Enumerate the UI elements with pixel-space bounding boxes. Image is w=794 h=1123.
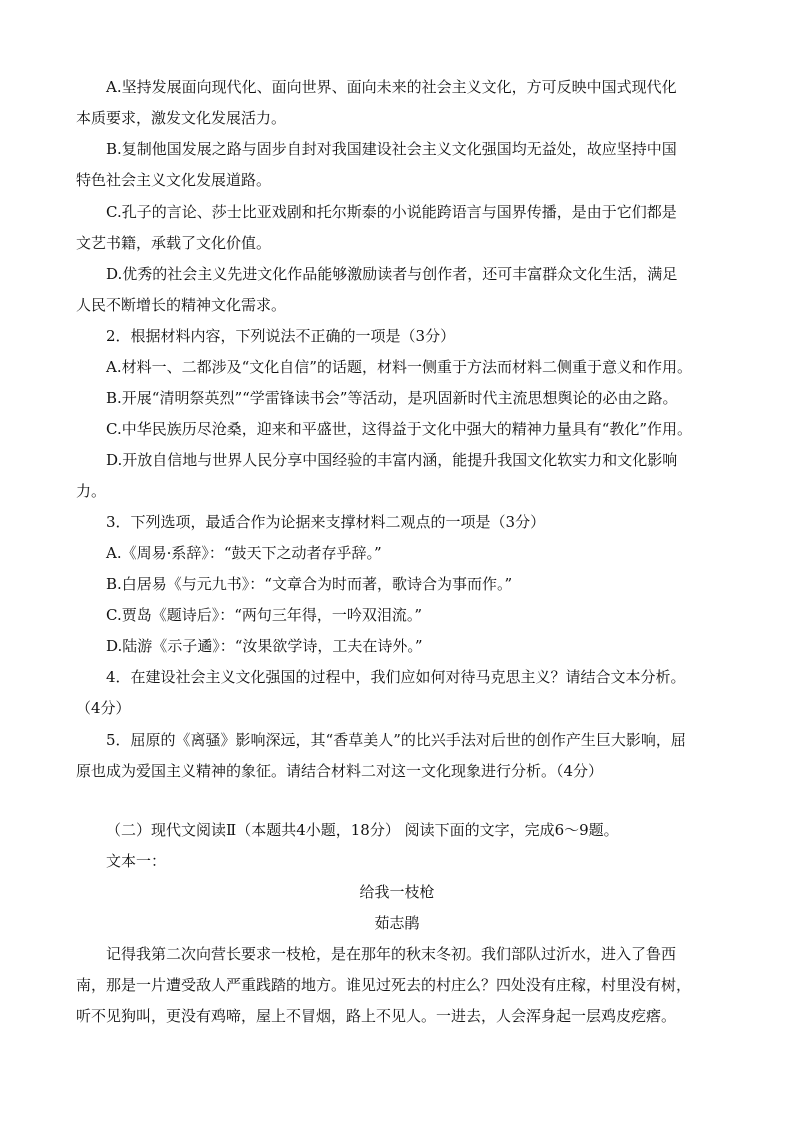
q2-stem: 2．根据材料内容，下列说法不正确的一项是（3分） — [106, 327, 456, 345]
q3-option-b: B.白居易《与元九书》：“文章合为时而著，歌诗合为事而作。” — [106, 575, 513, 593]
q4-line2: （4分） — [76, 699, 131, 717]
story-title: 给我一枝枪 — [359, 883, 435, 901]
q1-option-c-line1: C.孔子的言论、莎士比亚戏剧和托尔斯泰的小说能跨语言与国界传播，是由于它们都是 — [106, 203, 677, 221]
story-paragraph-line1: 记得我第二次向营长要求一枝枪，是在那年的秋末冬初。我们部队过沂水，进入了鲁西 — [106, 945, 677, 963]
section2-heading: （二）现代文阅读Ⅱ（本题共4小题，18分） 阅读下面的文字，完成6～9题。 — [106, 821, 619, 839]
q2-option-c: C.中华民族历尽沧桑，迎来和平盛世，这得益于文化中强大的精神力量具有“教化”作用。 — [106, 420, 693, 438]
story-paragraph-line2: 南，那是一片遭受敌人严重践踏的地方。谁见过死去的村庄么？四处没有庄稼，村里没有树， — [76, 976, 692, 994]
q4-line1: 4．在建设社会主义文化强国的过程中，我们应如何对待马克思主义？请结合文本分析。 — [106, 668, 686, 686]
text-one-label: 文本一： — [106, 852, 167, 870]
q1-option-d-line2: 人民不断增长的精神文化需求。 — [76, 296, 287, 314]
q5-line2: 原也成为爱国主义精神的象征。请结合材料二对这一文化现象进行分析。（4分） — [76, 762, 604, 780]
q1-option-a-line1: A.坚持发展面向现代化、面向世界、面向未来的社会主义文化，方可反映中国式现代化 — [106, 78, 677, 96]
story-author: 茹志鹃 — [374, 914, 420, 932]
q3-option-a: A.《周易·系辞》：“鼓天下之动者存乎辞。” — [106, 544, 382, 562]
q1-option-d-line1: D.优秀的社会主义先进文化作品能够激励读者与创作者，还可丰富群众文化生活，满足 — [106, 265, 678, 283]
q1-option-a-line2: 本质要求，激发文化发展活力。 — [76, 109, 287, 127]
q2-option-d-line1: D.开放自信地与世界人民分享中国经验的丰富内涵，能提升我国文化软实力和文化影响 — [106, 451, 678, 469]
q2-option-d-line2: 力。 — [76, 482, 107, 500]
q5-line1: 5．屈原的《离骚》影响深远，其“香草美人”的比兴手法对后世的创作产生巨大影响，屈 — [106, 731, 686, 749]
q1-option-b-line1: B.复制他国发展之路与固步自封对我国建设社会主义文化强国均无益处，故应坚持中国 — [106, 140, 677, 158]
q1-option-b-line2: 特色社会主义文化发展道路。 — [76, 171, 272, 189]
q3-option-d: D.陆游《示子遹》：“汝果欲学诗，工夫在诗外。” — [106, 637, 423, 655]
q2-option-a: A.材料一、二都涉及“文化自信”的话题，材料一侧重于方法而材料二侧重于意义和作用。 — [106, 358, 692, 376]
story-paragraph-line3: 听不见狗叫，更没有鸡啼，屋上不冒烟，路上不见人。一进去，人会浑身起一层鸡皮疙瘩。 — [76, 1007, 677, 1025]
q3-option-c: C.贾岛《题诗后》：“两句三年得，一吟双泪流。” — [106, 606, 423, 624]
q3-stem: 3．下列选项，最适合作为论据来支撑材料二观点的一项是（3分） — [106, 513, 546, 531]
q2-option-b: B.开展“清明祭英烈”“学雷锋读书会”等活动，是巩固新时代主流思想舆论的必由之路。 — [106, 389, 678, 407]
q1-option-c-line2: 文艺书籍，承载了文化价值。 — [76, 234, 272, 252]
